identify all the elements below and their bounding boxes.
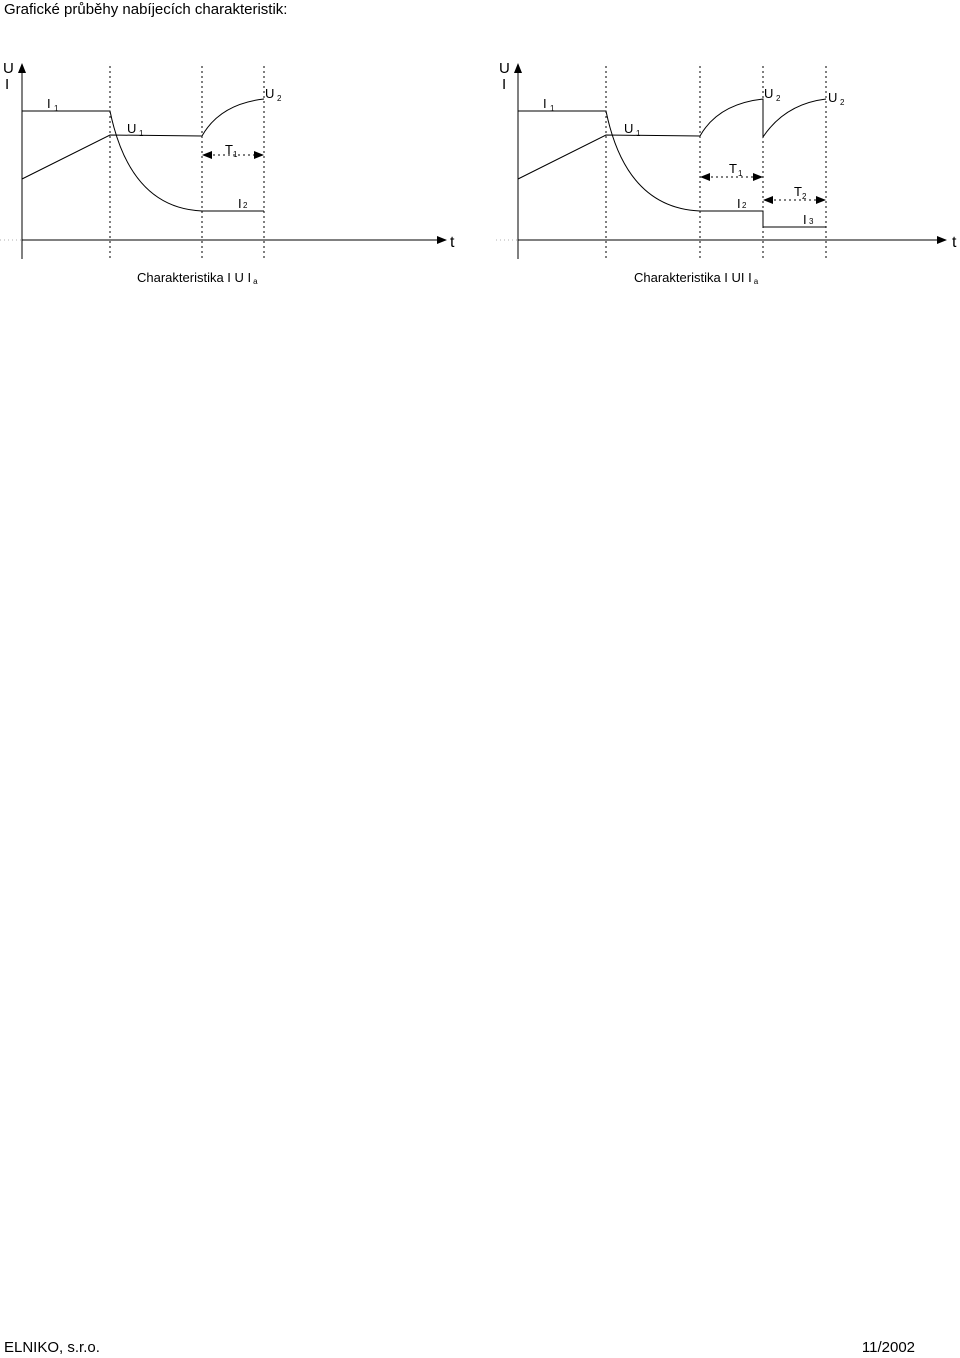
label-t1-sub: 1 (233, 150, 238, 159)
current-curve (518, 111, 826, 227)
axis-label-t: t (952, 234, 957, 251)
axis-label-i: I (5, 76, 10, 93)
page-title: Grafické průběhy nabíjecích charakteristik: (4, 1, 288, 18)
label-t2: T (794, 184, 802, 199)
label-u2-sub: 2 (776, 94, 781, 103)
caption-text: Charakteristika I U I (137, 270, 252, 285)
footer-date: 11/2002 (861, 1339, 915, 1356)
charging-diagrams (0, 50, 960, 290)
label-i2: I (737, 196, 741, 211)
caption-sub: a (753, 277, 759, 286)
axis-label-i: I (502, 76, 507, 93)
label-t2-sub: 2 (802, 192, 807, 201)
caption-text: Charakteristika I UI I (634, 270, 752, 285)
label-i1-sub: 1 (54, 104, 59, 113)
label-i3-sub: 3 (809, 217, 814, 226)
caption-iuia (137, 270, 258, 286)
footer-company: ELNIKO, s.r.o. (4, 1339, 100, 1356)
axis-label-u: U (3, 60, 14, 77)
label-i3: I (803, 212, 807, 227)
label-u2: U (764, 86, 774, 101)
label-u2-sub: 2 (840, 98, 845, 107)
label-i2-sub: 2 (742, 201, 747, 210)
caption-iuiia (634, 270, 759, 286)
label-i1: I (47, 96, 51, 111)
label-u1: U (127, 121, 137, 136)
label-t1-sub: 1 (738, 169, 743, 178)
label-u2: U (828, 90, 838, 105)
label-i1-sub: 1 (550, 104, 555, 113)
label-u2-sub: 2 (277, 94, 282, 103)
caption-sub: a (253, 277, 258, 286)
axis-label-u: U (499, 60, 510, 77)
label-u2: U (265, 86, 275, 101)
label-i2: I (238, 196, 242, 211)
label-u1-sub: 1 (139, 129, 144, 138)
label-u1-sub: 1 (636, 129, 641, 138)
diagram-iuiia (496, 60, 957, 286)
label-i2-sub: 2 (243, 201, 248, 210)
label-i1: I (543, 96, 547, 111)
axis-label-t: t (450, 234, 455, 251)
label-t1: T (729, 161, 737, 176)
label-u1: U (624, 121, 634, 136)
label-t1: T (225, 142, 233, 157)
diagram-iuia (0, 60, 455, 286)
